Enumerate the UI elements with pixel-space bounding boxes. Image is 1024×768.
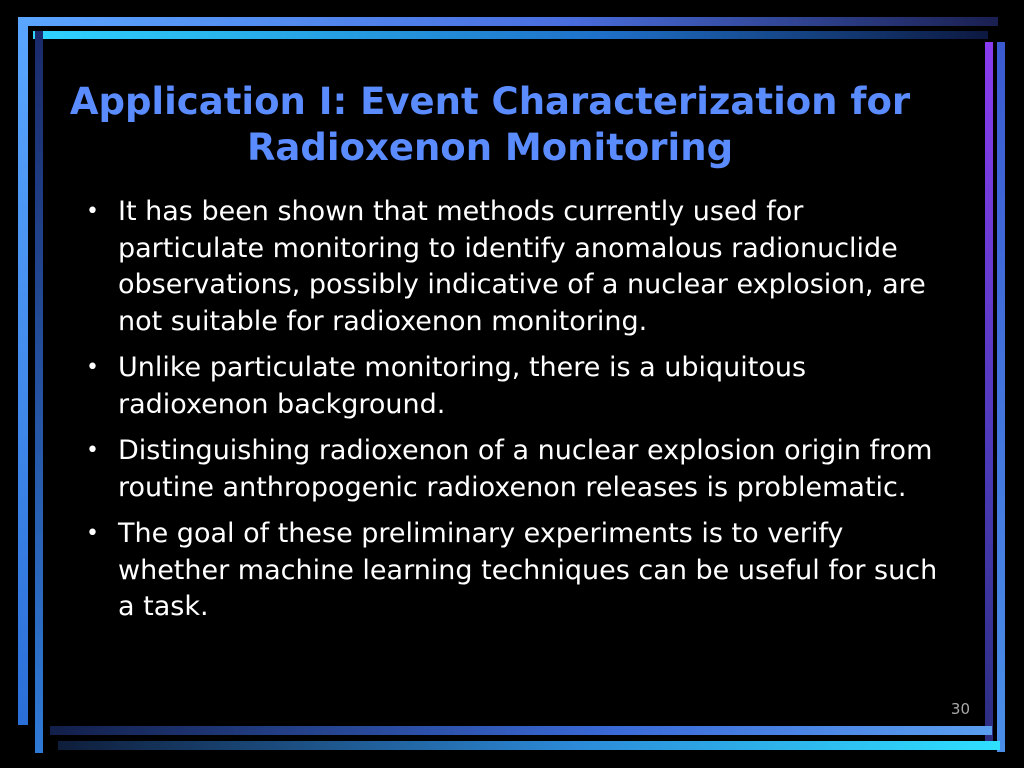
- frame-left-bar-outer: [18, 17, 28, 725]
- frame-right-bar-inner: [985, 42, 993, 742]
- bullet-text: Unlike particulate monitoring, there is a ubiquitous radioxenon background.: [118, 352, 807, 420]
- bullet-item: [82, 350, 942, 423]
- bullet-marker: •: [86, 355, 99, 380]
- slide-number: 30: [950, 700, 970, 718]
- frame-left-bar-inner: [35, 31, 43, 753]
- bullet-marker: •: [86, 199, 99, 224]
- bullet-marker: •: [86, 521, 99, 546]
- frame-bottom-bar-outer: [58, 741, 1000, 750]
- bullet-item: [82, 516, 942, 626]
- slide-title: Application I: Event Characterization for Radioxenon Monitoring: [69, 79, 911, 169]
- bullet-marker: •: [86, 438, 99, 463]
- bullet-text: The goal of these preliminary experiments is to verify whether machine learning techniques can be useful for such a task.: [118, 518, 938, 622]
- bullet-text: It has been shown that methods currently used for particulate monitoring to identify anomalous radionuclide observations, possibly indicative of a nuclear explosion, are not suitable for radioxenon monitoring.: [118, 196, 926, 337]
- bullet-item: [82, 194, 942, 340]
- frame-top-bar-outer: [18, 17, 998, 26]
- frame-top-bar-inner: [33, 31, 988, 39]
- bullet-text: Distinguishing radioxenon of a nuclear explosion origin from routine anthropogenic radioxenon releases is problematic.: [118, 435, 933, 503]
- frame-bottom-bar-inner: [50, 726, 992, 735]
- bullet-item: [82, 433, 942, 506]
- frame-right-bar-outer: [997, 42, 1005, 752]
- bullet-list: [82, 194, 942, 636]
